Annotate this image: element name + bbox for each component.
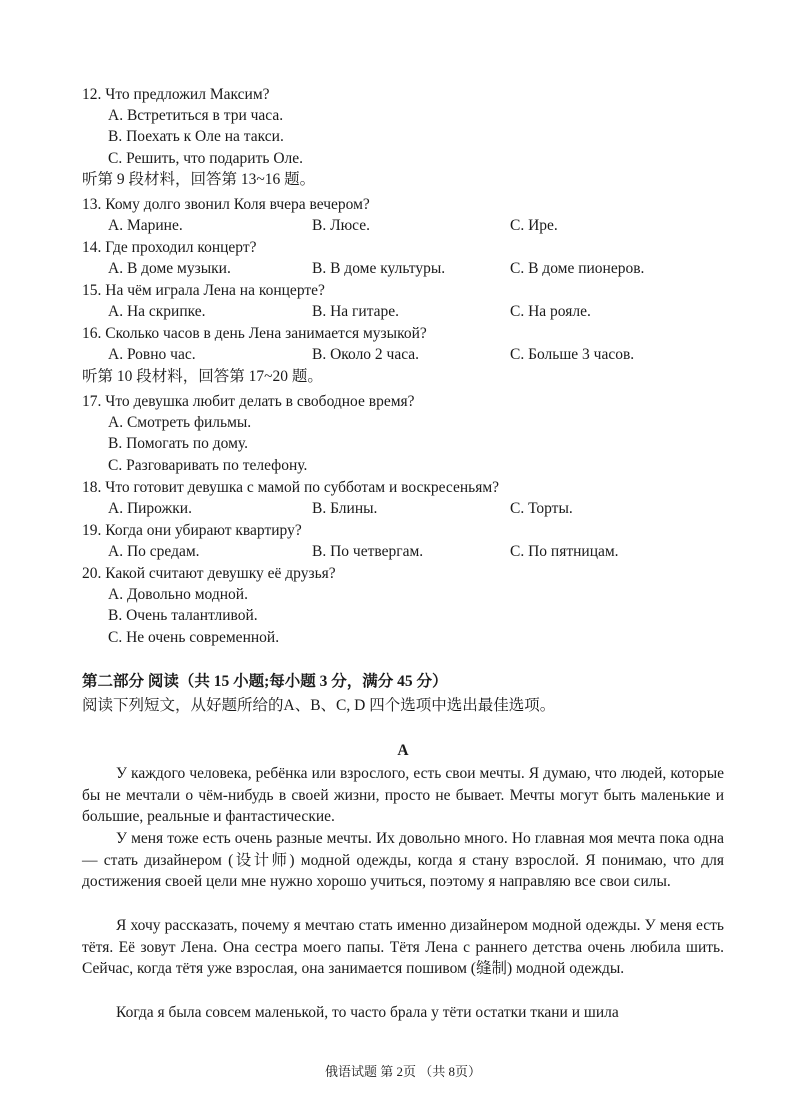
q15-option-c: C. На рояле. (510, 303, 591, 320)
part-2-heading: 第二部分 阅读（共 15 小题;每小题 3 分，满分 45 分） (82, 673, 448, 690)
question-14: 14. Где проходил концерт? (82, 239, 257, 256)
q14-option-a: A. В доме музыки. (108, 260, 231, 277)
question-20: 20. Какой считают девушку её друзья? (82, 565, 336, 582)
text-a-letter: A (397, 742, 409, 759)
question-19: 19. Когда они убирают квартиру? (82, 522, 302, 539)
page-footer: 俄语试题 第 2页 （共 8页） (324, 1064, 481, 1079)
q17-option-b: B. Помогать по дому. (108, 435, 248, 452)
text-a-paragraph-3: Я хочу рассказать, почему я мечтаю стать именно дизайнером модной одежды. У меня есть тётя. Её зовут Лена. Она сестра моего папы. Тётя Лена с раннего детства очень любила шить. Сейчас, когда тётя уже взрослая, она занимается пошивом (缝制) модной одежды. (82, 917, 724, 977)
q18-option-a: A. Пирожки. (108, 500, 192, 517)
section-10-instruction: 听第 10 段材料，回答第 17~20 题。 (82, 368, 323, 385)
q17-option-c: C. Разговаривать по телефону. (108, 457, 308, 474)
question-18: 18. Что готовит девушка с мамой по субботам и воскресеньям? (82, 479, 500, 496)
q18-option-b: B. Блины. (312, 500, 378, 517)
q16-option-a: A. Ровно час. (108, 346, 196, 363)
q13-option-b: B. Люсе. (312, 217, 371, 234)
question-12: 12. Что предложил Максим? (82, 86, 270, 103)
part-2-instruction: 阅读下列短文，从好题所给的A、B、C, D 四个选项中选出最佳选项。 (82, 697, 556, 714)
q17-option-a: A. Смотреть фильмы. (108, 414, 252, 431)
q20-option-b: B. Очень талантливой. (108, 607, 258, 624)
question-17: 17. Что девушка любит делать в свободное время? (82, 393, 415, 410)
q12-option-c: C. Решить, что подарить Оле. (108, 150, 304, 167)
q12-option-a: A. Встретиться в три часа. (108, 107, 284, 124)
q20-option-a: A. Довольно модной. (108, 586, 248, 603)
text-a-paragraph-2: У меня тоже есть очень разные мечты. Их довольно много. Но главная моя мечта пока одна — стать дизайнером (设计师) модной одежды, когда я стану взрослой. Я понимаю, что для достижения своей цели мне нужно хорошо учиться, поэтому я направляю все свои силы. (82, 830, 724, 890)
q15-option-a: A. На скрипке. (108, 303, 206, 320)
question-16: 16. Сколько часов в день Лена занимается музыкой? (82, 325, 427, 342)
q12-option-b: B. Поехать к Оле на такси. (108, 128, 284, 145)
text-a-paragraph-1: У каждого человека, ребёнка или взрослого, есть свои мечты. Я думаю, что людей, которые бы не мечтали о чём-нибудь в своей жизни, просто не бывает. Мечты могут быть маленькие и большие, реальные и фантастические. (82, 765, 724, 825)
q19-option-b: B. По четвергам. (312, 543, 424, 560)
question-13: 13. Кому долго звонил Коля вчера вечером? (82, 196, 370, 213)
q19-option-c: C. По пятницам. (510, 543, 619, 560)
q13-option-c: C. Ире. (510, 217, 558, 234)
q20-option-c: C. Не очень современной. (108, 629, 280, 646)
q15-option-b: B. На гитаре. (312, 303, 400, 320)
q14-option-c: C. В доме пионеров. (510, 260, 645, 277)
q13-option-a: A. Марине. (108, 217, 183, 234)
q16-option-b: B. Около 2 часа. (312, 346, 420, 363)
section-9-instruction: 听第 9 段材料，回答第 13~16 题。 (82, 171, 316, 188)
q18-option-c: C. Торты. (510, 500, 573, 517)
q19-option-a: A. По средам. (108, 543, 200, 560)
q14-option-b: B. В доме культуры. (312, 260, 446, 277)
q16-option-c: C. Больше 3 часов. (510, 346, 635, 363)
text-a-paragraph-4: Когда я была совсем маленькой, то часто брала у тёти остатки ткани и шила (116, 1004, 619, 1021)
question-15: 15. На чём играла Лена на концерте? (82, 282, 325, 299)
